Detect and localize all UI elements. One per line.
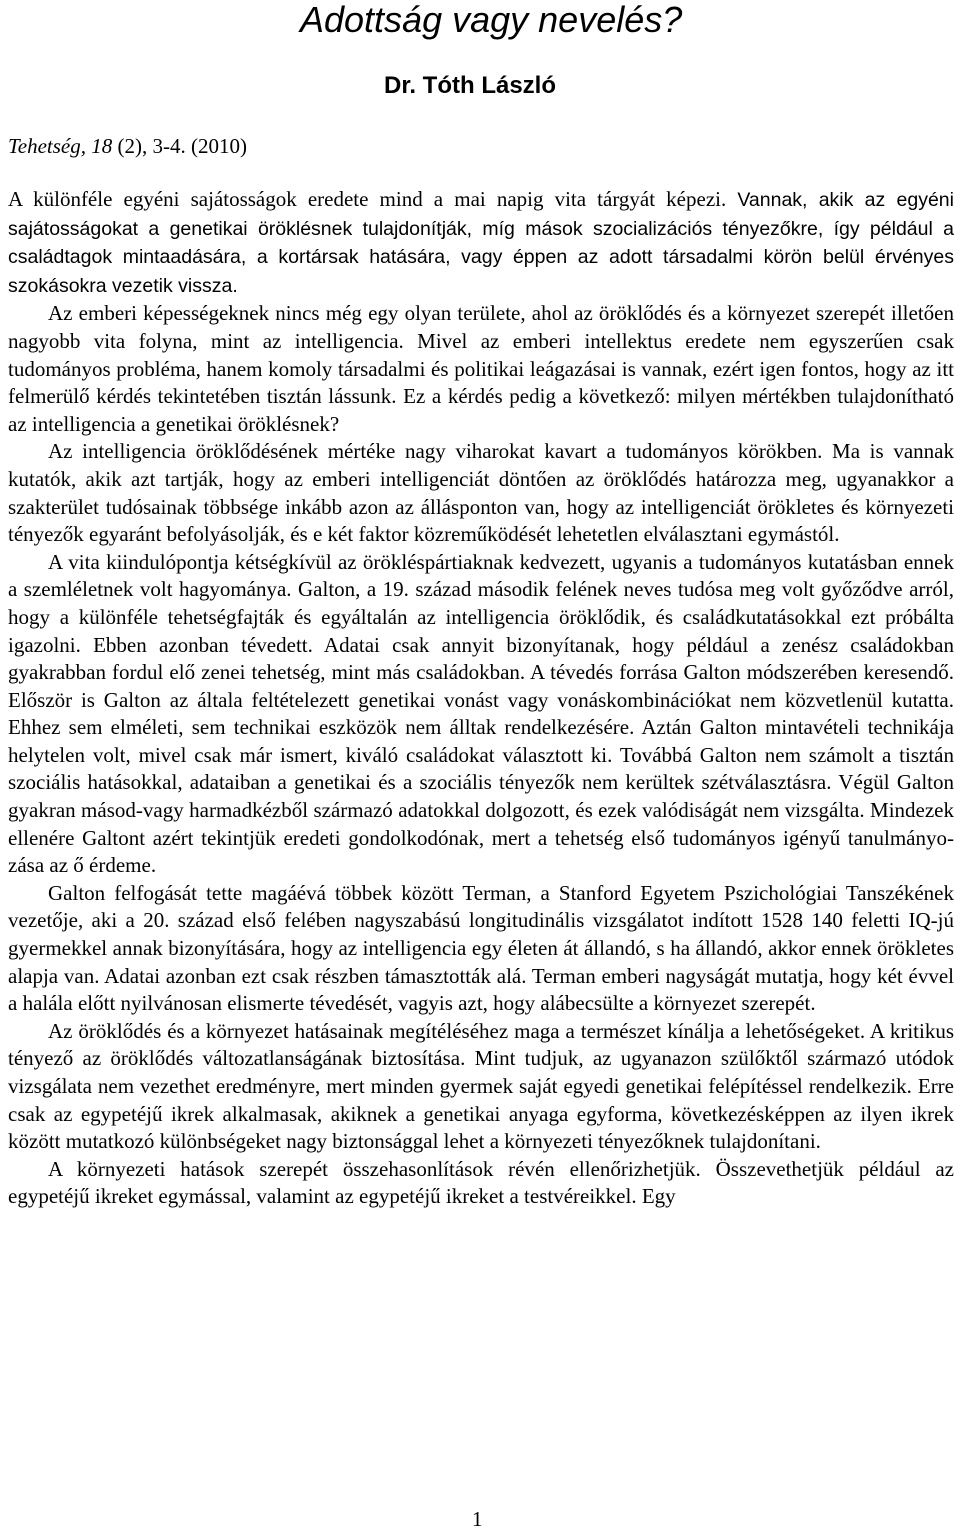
article-body: [8, 186, 954, 1211]
citation-volume: 18: [91, 134, 113, 158]
article-title: Adottság vagy nevelés?: [300, 0, 683, 40]
page-number: 1: [472, 1507, 483, 1531]
paragraph-6: Az öröklődés és a környezet hatásainak megítéléséhez maga a természet kínálja a lehetőségeket. A kritikus tényező az öröklődés változatlanságának biztosítása. Mint tudjuk, az ugyanazon szülőktől származó utódok vizsgálata nem vezethet eredményre, mert minden gyermek saját egyedi genetikai felépítéssel rendelkezik. Erre csak az egypetéjű ikrek alkalmasak, akiknek a genetikai anyaga egyforma, következésképpen az ilyen ikrek között mutatkozó különbségeket nagy biztonsággal lehet a környezeti tényezőknek tulajdonítani.: [8, 1018, 954, 1154]
paragraph-intro: [8, 186, 954, 300]
paragraph-2: Az emberi képességeknek nincs még egy olyan területe, ahol az öröklődés és a környezet szerepét illetően nagyobb vita folyna, mint az intelligencia. Mivel az emberi intellektus eredete nem egyszerűen csak tudományos probléma, hanem komoly társadalmi és politikai leágazásai is vannak, ezért igen fontos, hogy az itt felmerülő kérdés tekintetében tisztán lássunk. Ez a kérdés pedig a következő: milyen mértékben tulajdonítható az intelligencia a genetikai öröklésnek?: [8, 301, 954, 436]
citation-journal: Tehetség,: [8, 134, 86, 158]
paragraph-intro-serif: A különféle egyéni sajátosságok eredete mind a mai napig vita tárgyát képezi.: [8, 187, 738, 211]
citation-issue: (2), 3-4. (2010): [117, 134, 247, 158]
paragraph-7: A környezeti hatások szerepét összehasonlítások révén ellenőrizhetjük. Összevethetjük például az egypetéjű ikreket egymással, valamint az egypetéjű ikreket a testvéreikkel. Egy: [8, 1156, 954, 1209]
paragraph-3: Az intelligencia öröklődésének mértéke nagy viharokat kavart a tudományos körökben. Ma is vannak kutatók, akik azt tartják, hogy az emberi intelligenciát döntően az öröklődés határozza meg, ugyanakkor a szakterület tudósainak többsége inkább azon az állásponton van, hogy az intelligenciát örökletes és környezeti tényezők egyaránt befolyásolják, és e két faktor közreműködését lehetetlen elválasztani egymástól.: [8, 439, 954, 547]
citation: [8, 132, 247, 160]
author-name: Dr. Tóth László: [384, 72, 557, 99]
paragraph-4: A vita kiindulópontja kétségkívül az örökléspártiaknak kedvezett, ugyanis a tudományos kutatásban ennek a szemléletnek volt hagyománya. Galton, a 19. század második felének neves tudósa meg volt győződve arról, hogy a különféle tehetségfajták és egyáltalán az intelligencia öröklődik, és családkutatásokkal ezt próbálta igazolni. Ebben azonban tévedett. Adatai csak annyit bizonyítanak, hogy például a zenész családokban gyakrabban fordul elő zenei tehetség, mint más családokban. A tévedés forrása Galton módszerében keresendő. Először is Galton az általa feltételezett genetikai vonást vagy vonáskombinációkat nem közvetlenül kutatta. Ehhez sem elméleti, sem technikai eszközök nem álltak rendelkezésére. Aztán Galton mintavételi technikája helytelen volt, mivel csak már ismert, kiváló családokat választott ki. Továbbá Galton nem számolt a tisztán szociális hatásokkal, adataiban a genetikai és a szociális tényezők nem kerültek szétválasztásra. Végül Galton gyakran másod-vagy harmadkézből származó adatokkal dolgozott, és ezek valódiságát nem vizsgálta. Mindezek ellenére Galtont azért tekintjük eredeti gondolkodónak, mert a tehetség első tudományos igényű tanulmányozása az ő érdeme.: [8, 549, 954, 878]
paragraph-5: Galton felfogását tette magáévá többek között Terman, a Stanford Egyetem Pszichológiai Tanszékének vezetője, aki a 20. század első felében nagyszabású longitudinális vizsgálatot indított 1528 140 feletti IQ-jú gyermekkel annak bizonyítására, hogy az intelligencia egy életen át állandó, s ha állandó, akkor ennek örökletes alapja van. Adatai azonban ezt csak részben támasztották alá. Terman emberi nagyságát mutatja, hogy két évvel a halála előtt nyilvánosan elismerte tévedését, vagyis azt, hogy alábecsülte a környezet szerepét.: [8, 880, 954, 1016]
paragraph-intro-sans: Vannak, akik az egyéni sajátosságokat a genetikai öröklésnek tulajdonítják, míg mások szocializációs tényezőkre, így például a családtagok mintaadására, a kortársak hatására, vagy éppen az adott társadalmi körön belül érvényes szokásokra vezetik vissza.: [8, 189, 954, 297]
